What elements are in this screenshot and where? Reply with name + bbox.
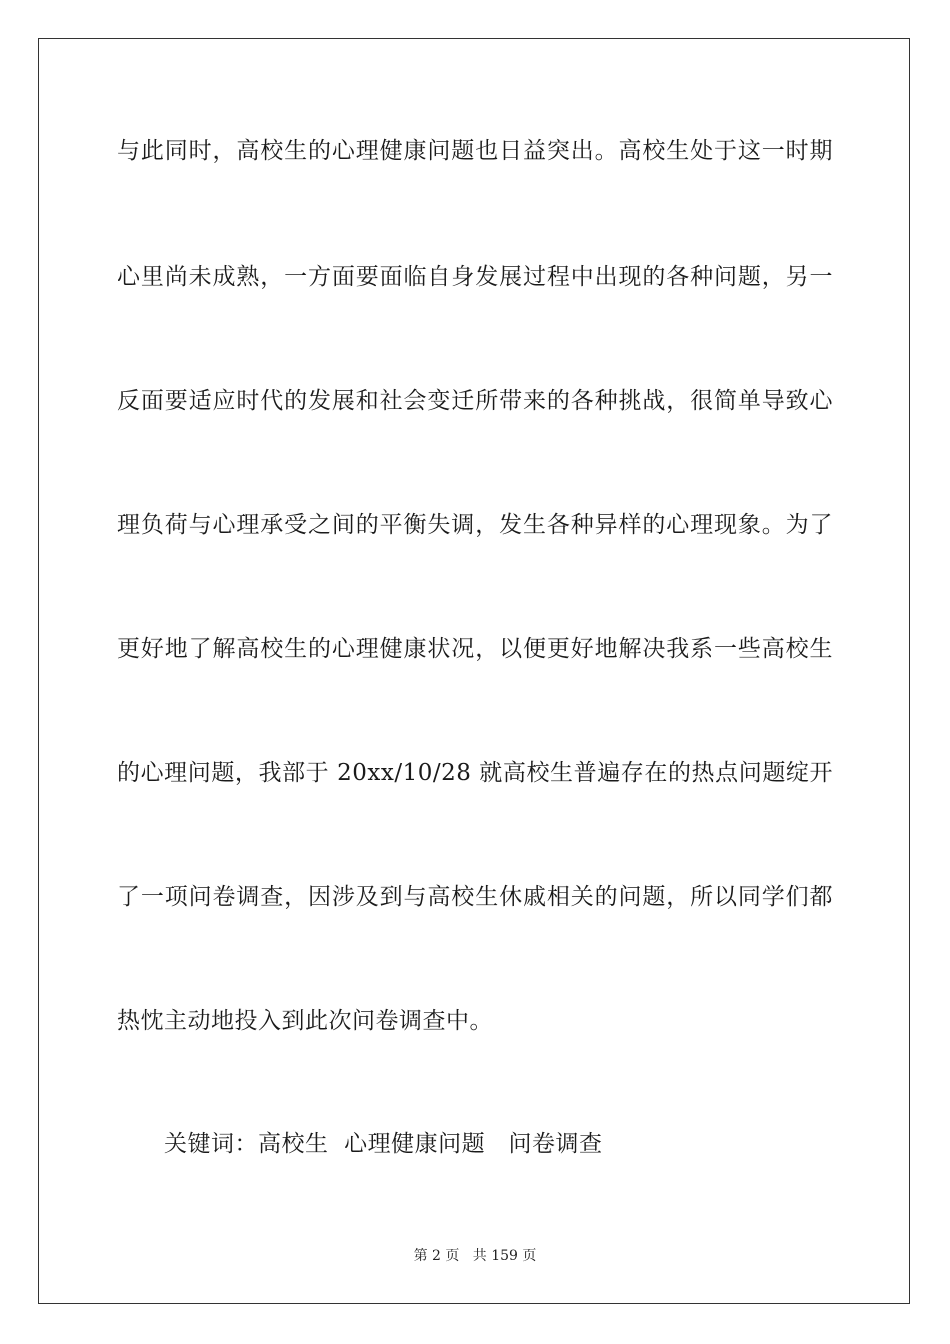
paragraph-line: 理负荷与心理承受之间的平衡失调，发生各种异样的心理现象。为了 <box>117 512 833 538</box>
paragraph-line: 了一项问卷调查，因涉及到与高校生休戚相关的问题，所以同学们都 <box>117 884 833 910</box>
paragraph-line: 热忱主动地投入到此次问卷调查中。 <box>117 1008 493 1034</box>
paragraph-line: 更好地了解高校生的心理健康状况，以便更好地解决我系一些高校生 <box>117 636 833 662</box>
page-number-footer: 第 2 页 共 159 页 <box>413 1248 537 1264</box>
paragraph-line: 反面要适应时代的发展和社会变迁所带来的各种挑战，很简单导致心 <box>117 388 833 414</box>
paragraph-line: 的心理问题，我部于 20xx/10/28 就高校生普遍存在的热点问题绽开 <box>117 760 833 786</box>
keywords-line: 关键词：高校生 心理健康问题 问卷调查 <box>164 1131 603 1157</box>
paragraph-line: 与此同时，高校生的心理健康问题也日益突出。高校生处于这一时期 <box>117 138 833 164</box>
page-border <box>38 38 910 1304</box>
paragraph-line: 心里尚未成熟，一方面要面临自身发展过程中出现的各种问题，另一 <box>117 264 833 290</box>
